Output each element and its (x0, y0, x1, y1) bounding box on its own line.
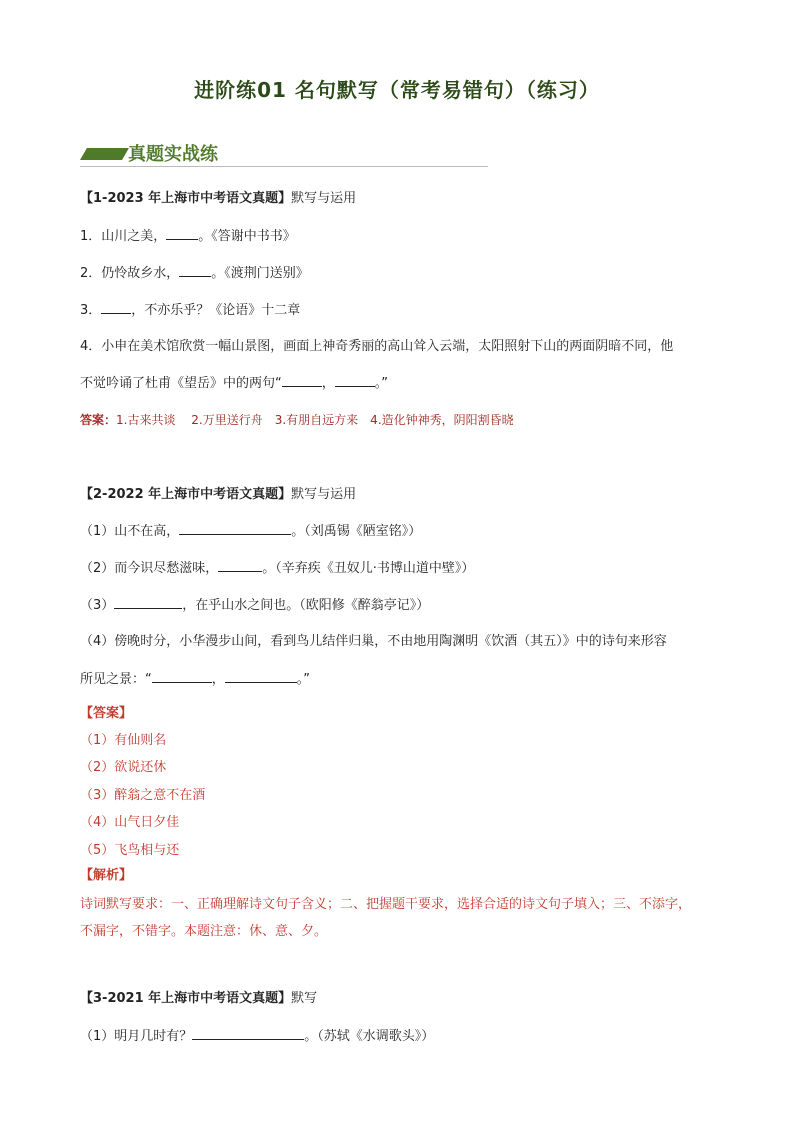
q2-answer-2: （2）欲说还休 (80, 760, 167, 775)
q1-answer (80, 411, 514, 429)
q3-source: 【3-2021 年上海市中考语文真题】 (80, 991, 292, 1006)
q2-analysis-label: 【解析】 (80, 868, 133, 883)
q2-answer-label: 【答案】 (80, 706, 133, 721)
q1-item-2: 2．仍怜故乡水， 。《渡荆门送别》 (80, 266, 309, 281)
q3-heading (80, 990, 317, 1008)
q3-item-1: （1）明月几时有？ 。（苏轼《水调歌头》） (80, 1029, 435, 1044)
fill-blank[interactable] (179, 264, 211, 277)
fill-blank[interactable] (179, 522, 291, 535)
fill-blank[interactable] (282, 374, 322, 387)
fill-blank[interactable] (192, 1027, 304, 1040)
fill-blank[interactable] (335, 374, 375, 387)
fill-blank[interactable] (166, 227, 198, 240)
q1-source: 【1-2023 年上海市中考语文真题】 (80, 191, 292, 206)
q2-heading (80, 486, 356, 504)
q2-item-2: （2）而今识尽愁滋味， 。（辛弃疾《丑奴儿·书博山道中壁》） (80, 561, 475, 576)
section-title: 真题实战练 (128, 144, 218, 165)
q2-answer-5: （5）飞鸟相与还 (80, 843, 180, 858)
section-banner (80, 138, 488, 170)
q2-answer-3: （3）醉翁之意不在酒 (80, 788, 206, 803)
q3-type: 默写 (291, 991, 318, 1006)
fill-blank[interactable] (101, 301, 131, 314)
fill-blank[interactable] (114, 596, 182, 609)
q1-item-3: 3． ，不亦乐乎？《论语》十二章 (80, 303, 301, 318)
answer-label: 答案： (80, 413, 117, 427)
q1-item-4-cont: 不觉吟诵了杜甫《望岳》中的两句“ ， 。” (80, 376, 389, 391)
q2-type: 默写与运用 (291, 487, 357, 502)
q2-item-4-cont: 所见之景：“ ， 。” (80, 672, 311, 687)
q2-source: 【2-2022 年上海市中考语文真题】 (80, 487, 292, 502)
q1-heading (80, 190, 356, 208)
q2-answer-4: （4）山气日夕佳 (80, 815, 180, 830)
answer-text: 1.古来共谈 2.万里送行舟 3.有朋自远方来 4.造化钟神秀，阴阳割昏晓 (116, 413, 514, 427)
q1-item-1: 1．山川之美， 。《答谢中书书》 (80, 229, 296, 244)
fill-blank[interactable] (218, 559, 262, 572)
q1-type: 默写与运用 (291, 191, 357, 206)
q2-item-1: （1）山不在高， 。（刘禹锡《陋室铭》） (80, 524, 422, 539)
banner-rule (80, 166, 488, 167)
q1-item-4: 4．小申在美术馆欣赏一幅山景图，画面上神奇秀丽的高山耸入云端，太阳照射下山的两面阴暗不同，他 (80, 339, 674, 354)
q2-answer-1: （1）有仙则名 (80, 733, 167, 748)
banner-bar (80, 148, 129, 160)
q2-item-3: （3） ，在乎山水之间也。（欧阳修《醉翁亭记》） (80, 598, 430, 613)
fill-blank[interactable] (225, 670, 297, 683)
q2-item-4: （4）傍晚时分，小华漫步山间，看到鸟儿结伴归巢，不由地用陶渊明《饮酒（其五）》中的诗句来形容 (80, 634, 667, 649)
q2-analysis-1: 诗词默写要求：一、正确理解诗文句子含义；二、把握题干要求，选择合适的诗文句子填入；三、不添字， (80, 897, 692, 912)
fill-blank[interactable] (152, 670, 212, 683)
q2-analysis-2: 不漏字，不错字。本题注意：休、意、夕。 (80, 924, 328, 939)
page-title: 进阶练01 名句默写（常考易错句）（练习） (194, 78, 600, 102)
